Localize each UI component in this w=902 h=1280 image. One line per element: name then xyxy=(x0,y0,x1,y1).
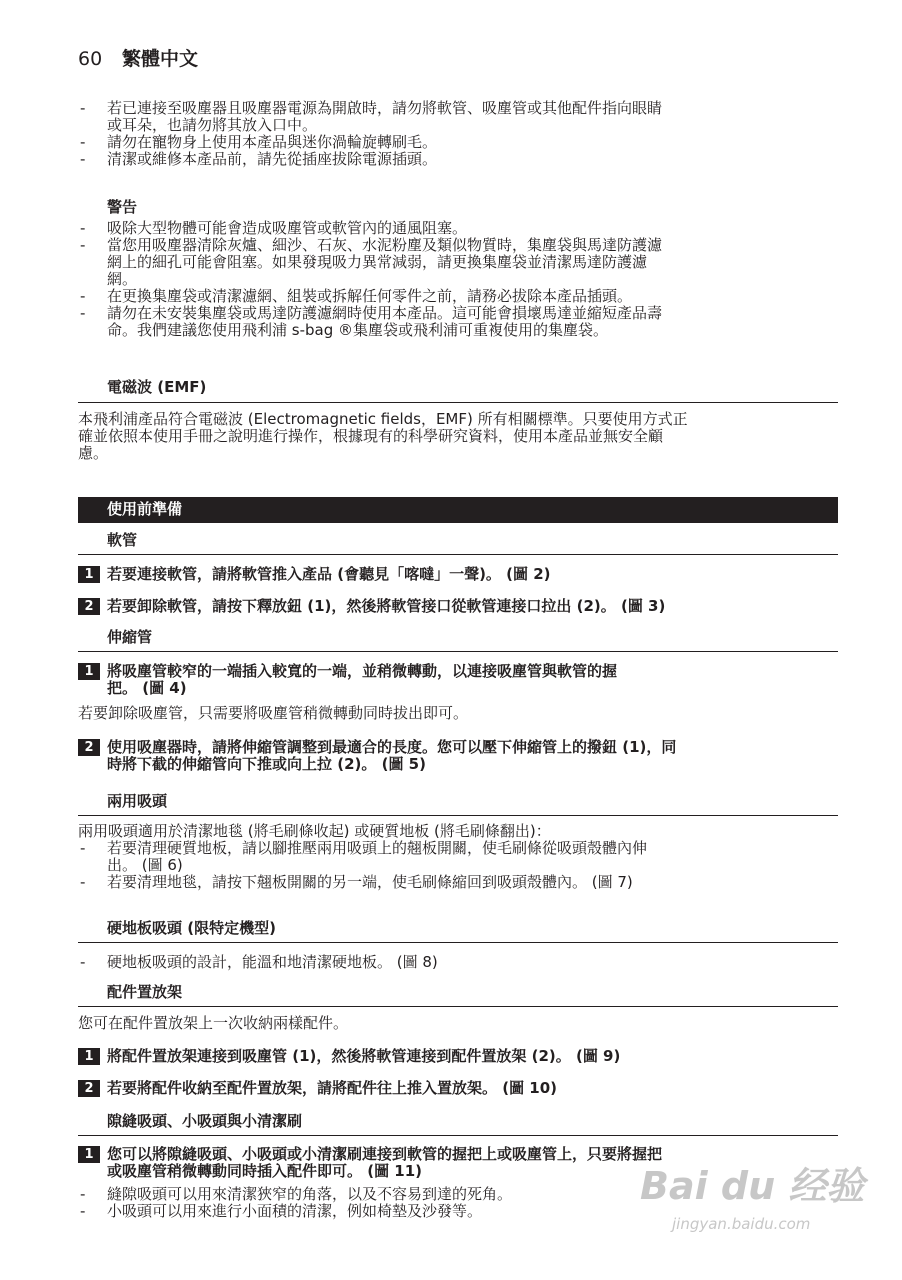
bullet-item: - 若要清理地毯，請按下翹板開關的另一端，使毛刷條縮回到吸頭殼體內。 (圖 7) xyxy=(78,874,838,891)
step-number-badge: 1 xyxy=(78,1048,100,1065)
holder-heading: 配件置放架 xyxy=(107,983,183,1001)
divider xyxy=(78,651,838,652)
step-text: 若要連接軟管，請將軟管推入產品 (會聽見「喀噠」一聲)。 (圖 2) xyxy=(107,565,551,583)
step-item xyxy=(78,566,838,583)
holder-intro: 您可在配件置放架上一次收納兩樣配件。 xyxy=(78,1014,349,1032)
bullet-item: - 當您用吸塵器清除灰爐、細沙、石灰、水泥粉塵及類似物質時，集塵袋與馬達防護濾 xyxy=(78,237,838,254)
bullet-continuation: 網。 xyxy=(107,270,138,288)
bullet-item: - 硬地板吸頭的設計，能溫和地清潔硬地板。 (圖 8) xyxy=(78,954,838,971)
step-text: 時將下截的伸縮管向下推或向上拉 (2)。 (圖 5) xyxy=(107,755,426,773)
step-item xyxy=(78,1048,838,1065)
page-number: 60 xyxy=(78,48,103,70)
step-text: 將配件置放架連接到吸塵管 (1)，然後將軟管連接到配件置放架 (2)。 (圖 9) xyxy=(107,1047,621,1065)
bullet-item: - 請勿在未安裝集塵袋或馬達防護濾網時使用本產品。這可能會損壞馬達並縮短產品壽 xyxy=(78,305,838,322)
section-title: 使用前準備 xyxy=(107,500,183,518)
language-title: 繁體中文 xyxy=(122,48,199,70)
bullet-item: - 清潔或維修本產品前，請先從插座拔除電源插頭。 xyxy=(78,151,838,168)
tube-note: 若要卸除吸塵管，只需要將吸塵管稍微轉動同時拔出即可。 xyxy=(78,704,469,722)
step-item xyxy=(78,739,838,773)
bullet-item: - 請勿在寵物身上使用本產品與迷你渦輪旋轉刷毛。 xyxy=(78,134,838,151)
crevice-heading: 隙縫吸頭、小吸頭與小清潔刷 xyxy=(107,1112,303,1130)
step-text: 您可以將隙縫吸頭、小吸頭或小清潔刷連接到軟管的握把上或吸塵管上，只要將握把 xyxy=(107,1145,663,1163)
bullet-continuation: 或耳朵，也請勿將其放入口中。 xyxy=(107,116,318,134)
step-text: 若要將配件收納至配件置放架，請將配件往上推入置放架。 (圖 10) xyxy=(107,1079,558,1097)
divider xyxy=(78,402,838,403)
bullet-continuation: 命。我們建議您使用飛利浦 s-bag ®集塵袋或飛利浦可重複使用的集塵袋。 xyxy=(107,321,609,339)
watermark-url: jingyan.baidu.com xyxy=(672,1215,811,1233)
step-text: 把。 (圖 4) xyxy=(107,679,187,697)
bullet-item: - 在更換集塵袋或清潔濾網、組裝或拆解任何零件之前，請務必拔除本產品插頭。 xyxy=(78,288,838,305)
hose-heading: 軟管 xyxy=(107,531,138,549)
divider xyxy=(78,815,838,816)
section-header-bar xyxy=(78,497,838,523)
step-number-badge: 1 xyxy=(78,1146,100,1163)
page-header xyxy=(78,48,198,70)
warning-heading: 警告 xyxy=(107,198,138,216)
warning-list xyxy=(78,220,838,339)
hardfloor-heading: 硬地板吸頭 (限特定機型) xyxy=(107,919,276,937)
nozzle-content xyxy=(78,823,838,891)
hardfloor-content xyxy=(78,954,838,971)
bullet-item: - 若要清理硬質地板，請以腳推壓兩用吸頭上的翹板開關，使毛刷條從吸頭殼體內伸 xyxy=(78,840,838,857)
step-text: 使用吸塵器時，請將伸縮管調整到最適合的長度。您可以壓下伸縮管上的撥鈕 (1)，同 xyxy=(107,738,677,756)
intro-bullet-list xyxy=(78,100,838,168)
bullet-item: - 若已連接至吸塵器且吸塵器電源為開啟時，請勿將軟管、吸塵管或其他配件指向眼睛 xyxy=(78,100,838,117)
paragraph-line: 兩用吸頭適用於清潔地毯 (將毛刷條收起) 或硬質地板 (將毛刷條翻出)： xyxy=(78,822,551,840)
step-item xyxy=(78,663,838,697)
step-number-badge: 2 xyxy=(78,598,100,615)
bullet-continuation: 出。 (圖 6) xyxy=(107,856,183,874)
step-number-badge: 2 xyxy=(78,739,100,756)
step-number-badge: 2 xyxy=(78,1080,100,1097)
step-number-badge: 1 xyxy=(78,566,100,583)
divider xyxy=(78,1006,838,1007)
watermark-logo: Bai du 经验 xyxy=(640,1164,865,1208)
paragraph-line: 確並依照本使用手冊之說明進行操作，根據現有的科學研究資料，使用本產品並無安全顧 xyxy=(78,427,664,445)
step-text: 將吸塵管較窄的一端插入較寬的一端，並稍微轉動，以連接吸塵管與軟管的握 xyxy=(107,662,618,680)
step-item xyxy=(78,598,838,615)
tube-heading: 伸縮管 xyxy=(107,628,153,646)
divider xyxy=(78,1135,838,1136)
step-number-badge: 1 xyxy=(78,663,100,680)
emf-heading: 電磁波 (EMF) xyxy=(107,378,207,396)
bullet-continuation: 網上的細孔可能會阻塞。如果發現吸力異常減弱，請更換集塵袋並清潔馬達防護濾 xyxy=(107,253,648,271)
bullet-item: - 吸除大型物體可能會造成吸塵管或軟管內的通風阻塞。 xyxy=(78,220,838,237)
paragraph-line: 本飛利浦產品符合電磁波 (Electromagnetic fields，EMF) 所有相關標準。只要使用方式正 xyxy=(78,410,688,428)
bullet-item: - 縫隙吸頭可以用來清潔狹窄的角落，以及不容易到達的死角。 xyxy=(78,1186,838,1203)
paragraph-line: 慮。 xyxy=(78,444,109,462)
bullet-item: - 小吸頭可以用來進行小面積的清潔，例如椅墊及沙發等。 xyxy=(78,1203,838,1220)
divider xyxy=(78,554,838,555)
emf-paragraph xyxy=(78,411,838,462)
step-item xyxy=(78,1080,838,1097)
step-text: 若要卸除軟管，請按下釋放鈕 (1)，然後將軟管接口從軟管連接口拉出 (2)。 (圖 3) xyxy=(107,597,666,615)
divider xyxy=(78,942,838,943)
step-text: 或吸塵管稍微轉動同時插入配件即可。 (圖 11) xyxy=(107,1162,423,1180)
nozzle-heading: 兩用吸頭 xyxy=(107,792,168,810)
